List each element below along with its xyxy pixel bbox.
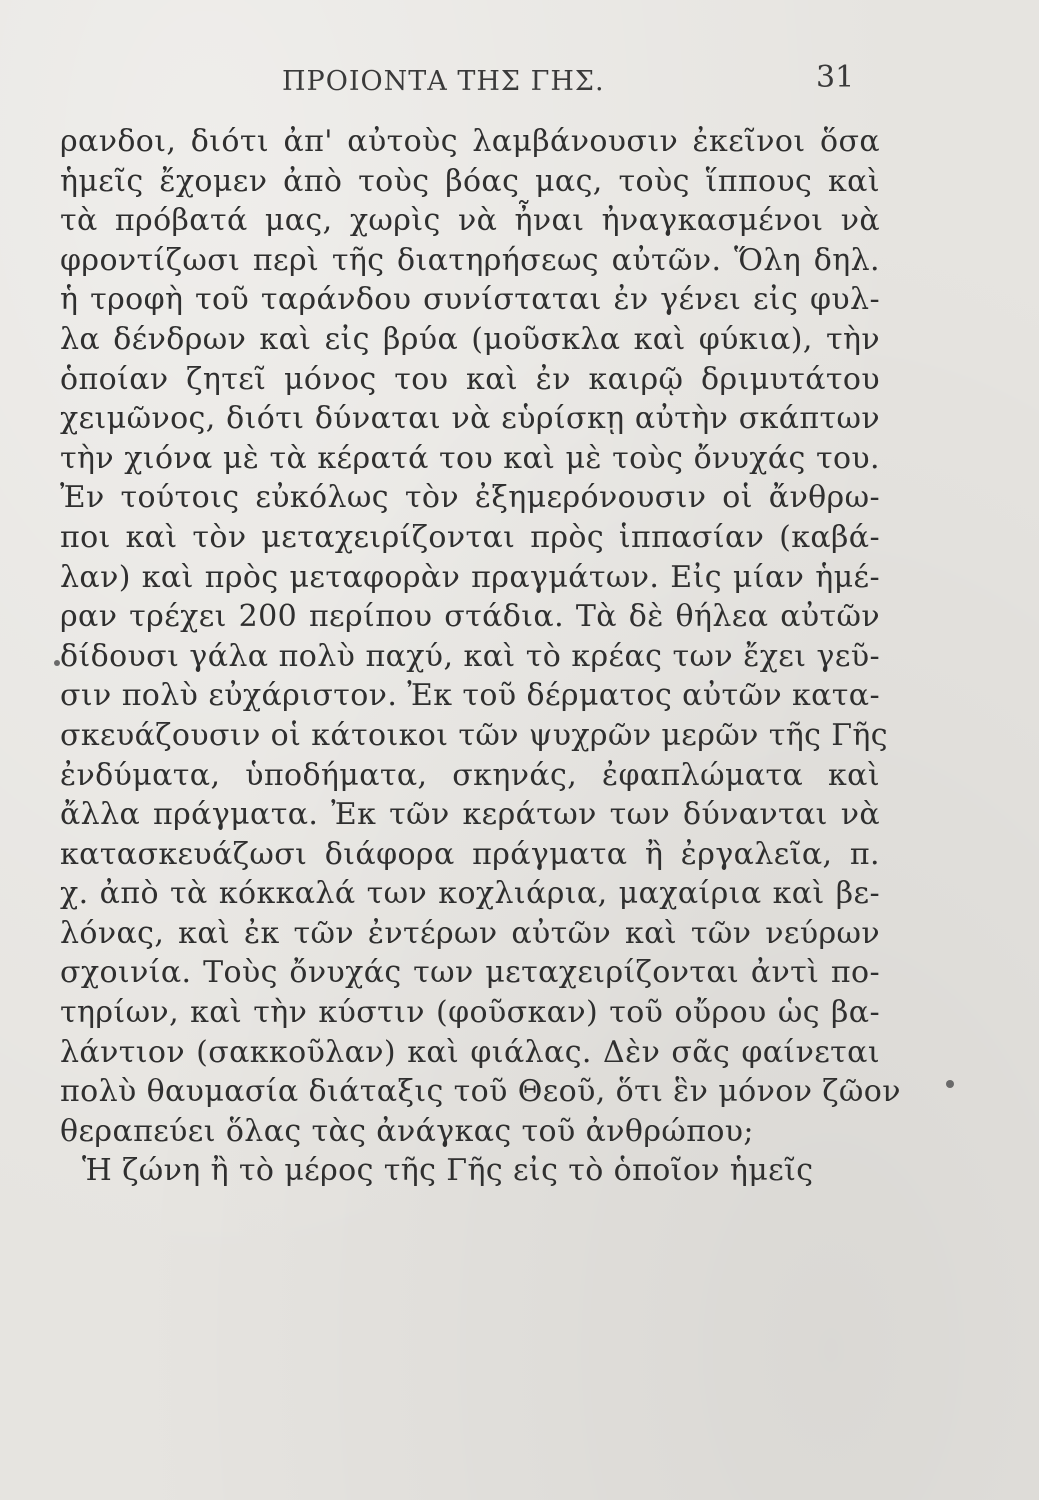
text-line: ἄλλα πράγματα. Ἐκ τῶν κεράτων των δύνανται νὰ [60,797,880,833]
text-line: ἡ τροφὴ τοῦ ταράνδου συνίσταται ἐν γένει εἰς φυλ- [60,282,880,318]
text-line: σιν πολὺ εὐχάριστον. Ἐκ τοῦ δέρματος αὐτῶν κατα- [60,678,880,714]
page-number: 31 [816,60,855,95]
text-line: φροντίζωσι περὶ τῆς διατηρήσεως αὐτῶν. Ὅλη δηλ. [60,242,880,278]
text-line: θεραπεύει ὅλας τὰς ἀνάγκας τοῦ ἀνθρώπου; [60,1113,754,1149]
text-line: τὰ πρόβατά μας, χωρὶς νὰ ἦναι ἠναγκασμένοι νὰ [60,203,880,239]
text-line: ραν τρέχει 200 περίπου στάδια. Τὰ δὲ θήλεα αὐτῶν [60,599,880,635]
text-line: τηρίων, καὶ τὴν κύστιν (φοῦσκαν) τοῦ οὔρου ὡς βα- [60,995,880,1031]
text-line: ὁποίαν ζητεῖ μόνος του καὶ ἐν καιρῷ δριμυτάτου [60,361,880,397]
body-text [60,122,901,1191]
paper-speck [946,1080,954,1088]
text-line: Ἡ ζώνη ἢ τὸ μέρος τῆς Γῆς εἰς τὸ ὁποῖον ἡμεῖς [82,1153,814,1189]
text-line: σκευάζουσιν οἱ κάτοικοι τῶν ψυχρῶν μερῶν τῆς Γῆς [60,717,888,753]
text-line: ρανδοι, διότι ἀπ' αὐτοὺς λαμβάνουσιν ἐκεῖνοι ὅσα [60,124,880,159]
text-line: τὴν χιόνα μὲ τὰ κέρατά του καὶ μὲ τοὺς ὄνυχάς του. [60,440,880,476]
text-line: Ἐν τούτοις εὐκόλως τὸν ἐξημερόνουσιν οἱ ἄνθρω- [60,480,880,516]
text-line: πολὺ θαυμασία διάταξις τοῦ Θεοῦ, ὅτι ἓν μόνον ζῶον [60,1074,901,1110]
running-title: ΠΡΟΙΟΝΤΑ ΤΗΣ ΓΗΣ. [282,66,605,97]
text-line: χειμῶνος, διότι δύναται νὰ εὑρίσκῃ αὐτὴν σκάπτων [60,401,880,437]
text-line: λάντιον (σακκοῦλαν) καὶ φιάλας. Δὲν σᾶς φαίνεται [60,1034,880,1070]
text-line: σχοινία. Τοὺς ὄνυχάς των μεταχειρίζονται ἀντὶ πο- [60,955,880,991]
text-line: λαν) καὶ πρὸς μεταφορὰν πραγμάτων. Εἰς μίαν ἡμέ- [60,559,880,595]
paper-speck [54,660,60,666]
text-line: κατασκευάζωσι διάφορα πράγματα ἢ ἐργαλεῖα, π. [60,836,880,872]
text-line: ἡμεῖς ἔχομεν ἀπὸ τοὺς βόας μας, τοὺς ἵππους καὶ [60,163,880,199]
text-line: χ. ἀπὸ τὰ κόκκαλά των κοχλιάρια, μαχαίρια καὶ βε- [60,876,880,912]
text-line: δίδουσι γάλα πολὺ παχύ, καὶ τὸ κρέας των ἔχει γεῦ- [60,638,880,674]
text-line: ποι καὶ τὸν μεταχειρίζονται πρὸς ἱππασίαν (καβά- [60,519,880,555]
text-line: λα δένδρων καὶ εἰς βρύα (μοῦσκλα καὶ φύκια), τὴν [60,321,880,357]
text-line: λόνας, καὶ ἐκ τῶν ἐντέρων αὐτῶν καὶ τῶν νεύρων [60,915,880,951]
text-line: ἐνδύματα, ὑποδήματα, σκηνάς, ἐφαπλώματα καὶ [60,757,880,793]
